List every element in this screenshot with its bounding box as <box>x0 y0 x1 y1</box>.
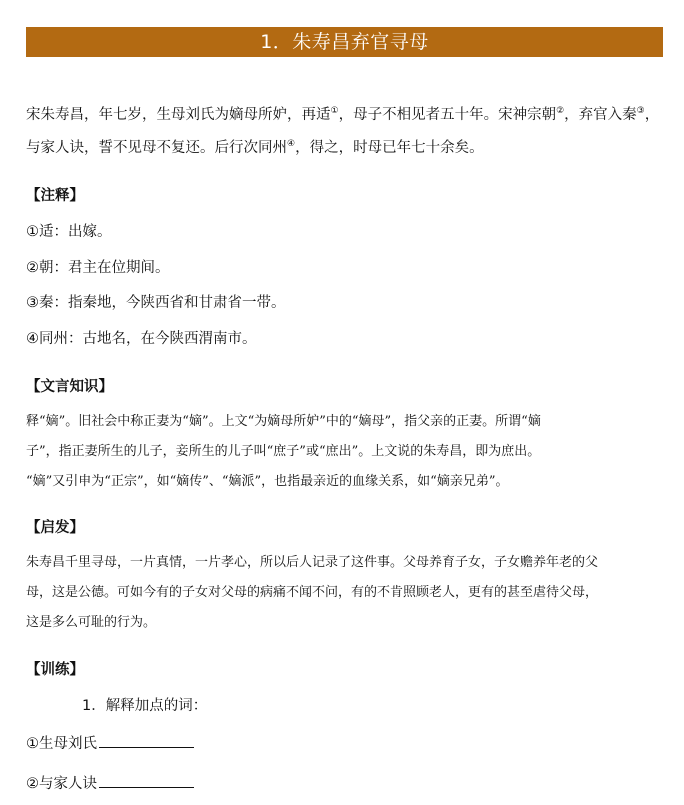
answer-blank[interactable] <box>99 773 194 788</box>
training-item-label: ①生母刘氏 <box>26 736 97 752</box>
notes-heading: 【注释】 <box>26 188 84 204</box>
note-ref: ② <box>556 106 565 117</box>
inspiration-heading: 【启发】 <box>26 520 84 536</box>
training-item <box>26 772 194 793</box>
passage-line: 与家人诀，誓不见母不复还。后行次同州④，得之，时母已年七十余矣。 <box>26 139 484 156</box>
note-item: ①适：出嫁。 <box>26 224 112 240</box>
passage-line: 宋朱寿昌，年七岁，生母刘氏为嫡母所妒，再适①，母子不相见者五十年。宋神宗朝②，弃官入秦③， <box>26 106 660 123</box>
note-ref: ③ <box>636 106 645 117</box>
training-item <box>26 732 194 753</box>
knowledge-line: “嫡”又引申为“正宗”，如“嫡传”、“嫡派”，也指最亲近的血缘关系，如“嫡亲兄弟”。 <box>26 474 509 489</box>
training-item-label: ②与家人诀 <box>26 776 97 792</box>
inspiration-line: 母，这是公德。可如今有的子女对父母的病痛不闻不问，有的不肯照顾老人，更有的甚至虐待父母， <box>26 585 599 600</box>
training-question: 1．解释加点的词： <box>82 698 208 714</box>
inspiration-line: 朱寿昌千里寻母，一片真情，一片孝心，所以后人记录了这件事。父母养育子女，子女赡养年老的父 <box>26 555 599 570</box>
note-item: ③秦：指秦地，今陕西省和甘肃省一带。 <box>26 295 286 311</box>
note-item: ④同州：古地名，在今陕西渭南市。 <box>26 331 257 347</box>
title-banner: 1．朱寿昌弃官寻母 <box>26 27 663 57</box>
knowledge-line: 子”，指正妻所生的儿子，妾所生的儿子叫“庶子”或“庶出”。上文说的朱寿昌，即为庶出。 <box>26 444 541 459</box>
knowledge-heading: 【文言知识】 <box>26 379 113 395</box>
note-item: ②朝：君主在位期间。 <box>26 260 170 276</box>
inspiration-line: 这是多么可耻的行为。 <box>26 615 157 630</box>
training-heading: 【训练】 <box>26 662 84 678</box>
answer-blank[interactable] <box>99 733 194 748</box>
note-ref: ④ <box>287 139 296 150</box>
note-ref: ① <box>330 106 339 117</box>
knowledge-line: 释“嫡”。旧社会中称正妻为“嫡”。上文“为嫡母所妒”中的“嫡母”，指父亲的正妻。所谓“嫡 <box>26 414 541 429</box>
